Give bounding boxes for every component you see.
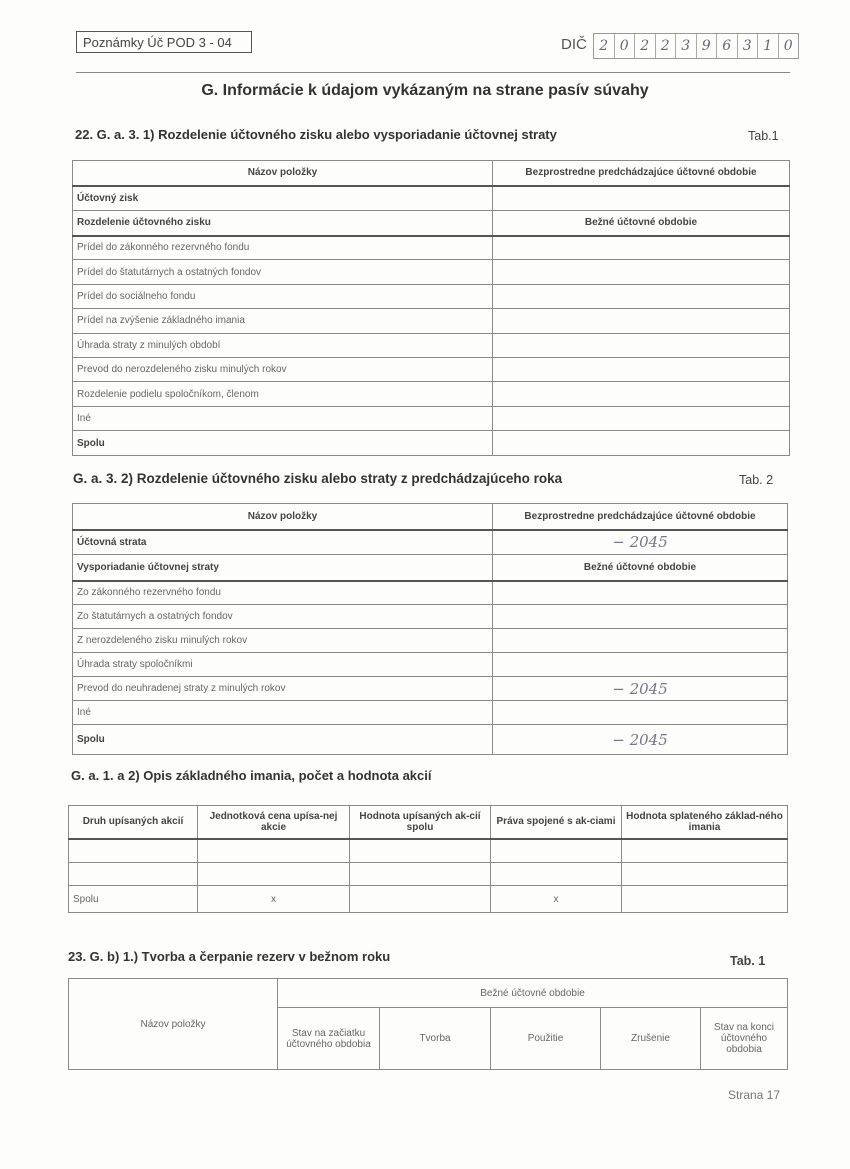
row-label: Úhrada straty z minulých období: [73, 333, 493, 357]
dic-digit: 2: [594, 34, 615, 58]
column-header: Použitie: [491, 1008, 601, 1070]
dic-digit: 2: [656, 34, 677, 58]
section1-heading: 22. G. a. 3. 1) Rozdelenie účtovného zisku alebo vysporiadanie účtovnej straty: [75, 127, 557, 142]
handwritten-value: − 2045: [612, 730, 668, 749]
col-curr: Bežné účtovné obdobie: [493, 211, 790, 236]
column-header: Tvorba: [380, 1008, 491, 1070]
dic-digit: 3: [676, 34, 697, 58]
page-number: Strana 17: [728, 1088, 781, 1102]
section2-tab: Tab. 2: [739, 473, 774, 487]
dic-digit: 0: [615, 34, 636, 58]
table-row: [73, 581, 788, 605]
table-row: [73, 284, 790, 308]
row-settlement: Vysporiadanie účtovnej straty: [73, 555, 493, 581]
col-group: Bežné účtovné obdobie: [278, 979, 788, 1008]
row-label: Prevod do neuhradenej straty z minulých rokov: [73, 677, 493, 701]
column-header: Stav na začiatku účtovného obdobia: [278, 1008, 380, 1070]
table-row: [73, 236, 790, 260]
row-label: Prídel na zvýšenie základného imania: [73, 309, 493, 333]
row-label: Iné: [73, 701, 493, 725]
row-label: Prídel do sociálneho fondu: [73, 284, 493, 308]
dic-digit: 0: [783, 38, 793, 54]
column-header: Práva spojené s ak-ciami: [491, 806, 622, 839]
column-header: Hodnota upísaných ak-cií spolu: [350, 806, 491, 839]
row-label: Zo štatutárnych a ostatných fondov: [73, 605, 493, 629]
dic-digit: 3: [738, 34, 759, 58]
loss-settlement-table: [72, 503, 788, 755]
column-header: Druh upísaných akcií: [69, 806, 198, 839]
column-header: Hodnota splateného základ-ného imania: [622, 806, 788, 839]
section3-heading: G. a. 1. a 2) Opis základného imania, počet a hodnota akcií: [71, 768, 432, 783]
col-prev: Bezprostredne predchádzajúce účtovné obdobie: [493, 161, 790, 186]
col-name: Názov položky: [73, 161, 493, 186]
handwritten-value: − 2045: [612, 533, 668, 552]
profit-distribution-table: [72, 160, 790, 456]
row-total: Spolu: [73, 725, 493, 755]
share-capital-table: [68, 805, 788, 913]
table-row: [73, 357, 790, 381]
table-row: [73, 382, 790, 406]
row-label: Rozdelenie podielu spoločníkom, členom: [73, 382, 493, 406]
table-row: [73, 333, 790, 357]
table-row: [73, 260, 790, 284]
row-label: Prevod do nerozdeleného zisku minulých rokov: [73, 357, 493, 381]
dic-field: [593, 33, 799, 59]
table-row: [73, 677, 788, 701]
column-header: Stav na konci účtovného obdobia: [701, 1008, 788, 1070]
form-label: Poznámky Úč POD 3 - 04: [76, 31, 252, 53]
row-total: Spolu: [69, 886, 198, 913]
dic-digit: 6: [717, 34, 738, 58]
row-total: Spolu: [73, 431, 493, 456]
divider: [76, 72, 790, 73]
col-name: Názov položky: [73, 504, 493, 530]
row-distribution: Rozdelenie účtovného zisku: [73, 211, 493, 236]
row-label: Iné: [73, 406, 493, 430]
section4-tab: Tab. 1: [730, 954, 766, 968]
section2-heading: G. a. 3. 2) Rozdelenie účtovného zisku alebo straty z predchádzajúceho roka: [73, 471, 563, 486]
row-label: Prídel do štatutárnych a ostatných fondov: [73, 260, 493, 284]
dic-digit: 1: [758, 34, 779, 58]
dic-digit: 2: [635, 34, 656, 58]
col-prev: Bezprostredne predchádzajúce účtovné obdobie: [493, 504, 788, 530]
x-mark: x: [491, 886, 622, 913]
table-row: [73, 406, 790, 430]
table-row: [73, 605, 788, 629]
reserves-table: [68, 978, 788, 1070]
dic-label: DIČ: [561, 36, 587, 53]
table-row: [73, 701, 788, 725]
row-label: Prídel do zákonného rezervného fondu: [73, 236, 493, 260]
dic-digit: 9: [697, 34, 718, 58]
section4-heading: 23. G. b) 1.) Tvorba a čerpanie rezerv v bežnom roku: [68, 949, 391, 964]
section1-tab: Tab.1: [748, 129, 779, 143]
handwritten-value: − 2045: [612, 679, 668, 698]
column-header: Jednotková cena upísa-nej akcie: [198, 806, 350, 839]
table-row: [73, 653, 788, 677]
col-name: Názov položky: [69, 979, 278, 1070]
column-header: Zrušenie: [601, 1008, 701, 1070]
row-loss: Účtovná strata: [73, 530, 493, 555]
page-title: G. Informácie k údajom vykázaným na strane pasív súvahy: [201, 82, 649, 99]
x-mark: x: [198, 886, 350, 913]
table-row: [73, 629, 788, 653]
row-label: Zo zákonného rezervného fondu: [73, 581, 493, 605]
row-label: Úhrada straty spoločníkmi: [73, 653, 493, 677]
row-profit: Účtovný zisk: [73, 186, 493, 211]
col-curr: Bežné účtovné obdobie: [493, 555, 788, 581]
row-label: Z nerozdeleného zisku minulých rokov: [73, 629, 493, 653]
table-row: [73, 309, 790, 333]
